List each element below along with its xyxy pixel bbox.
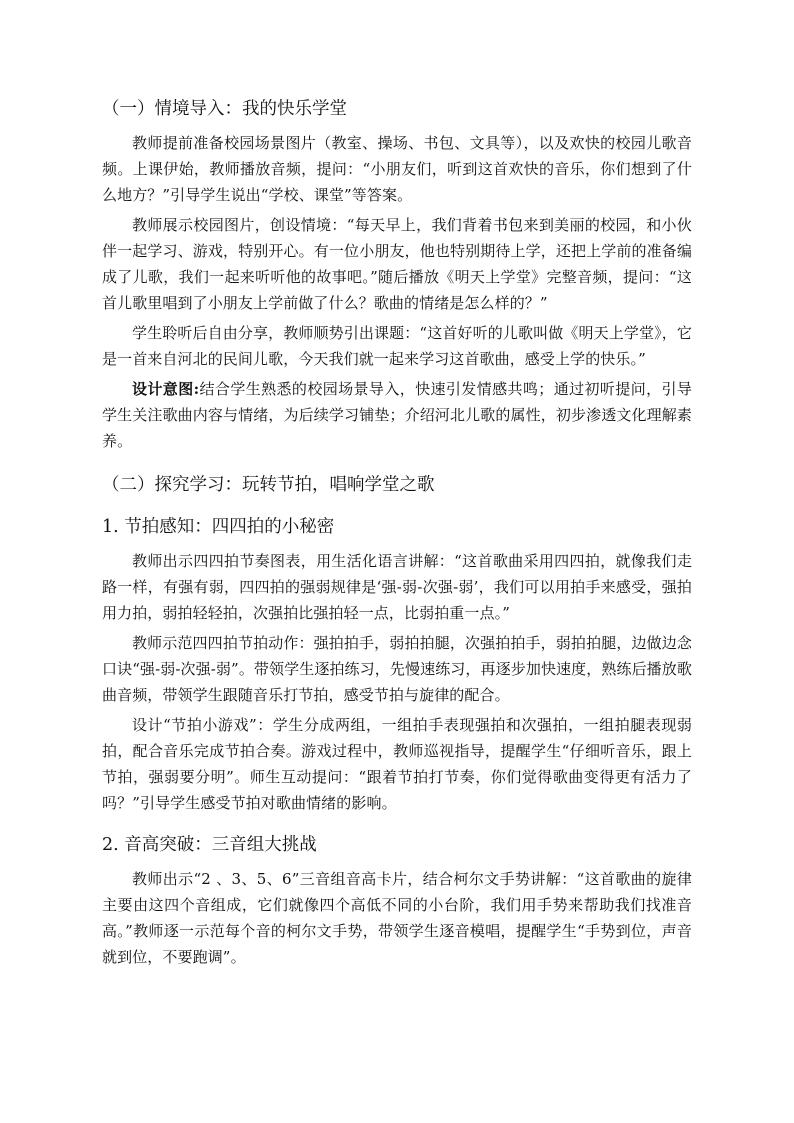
section-1-heading: （一）情境导入：我的快乐学堂 bbox=[102, 99, 347, 119]
subsection-2-paragraph-1: 教师出示“2 、3、5、6”三音组音高卡片，结合柯尔文手势讲解：“这首歌曲的旋律主要由这四个音组成，它们就像四个高低不同的小台阶，我们用手势来帮助我们找准音高。”教师逐一示范每个音的柯尔文手势，带领学生逐音模唱，提醒学生“手势到位，声音就到位，不要跑调”。 bbox=[102, 870, 692, 966]
subsection-1-paragraph-3: 设计“节拍小游戏”：学生分成两组，一组拍手表现强拍和次强拍，一组拍腿表现弱拍，配合音乐完成节拍合奏。游戏过程中，教师巡视指导，提醒学生“仔细听音乐，跟上节拍，强弱要分明”。师生互动提问：“跟着节拍打节奏，你们觉得歌曲变得更有活力了吗？”引导学生感受节拍对歌曲情绪的影响。 bbox=[102, 716, 692, 812]
design-intent-label: 设计意图: bbox=[132, 380, 200, 398]
document-body bbox=[102, 96, 692, 974]
section-1-paragraph-2: 教师展示校园图片，创设情境：“每天早上，我们背着书包来到美丽的校园，和小伙伴一起学习、游戏，特别开心。有一位小朋友，他也特别期待上学，还把上学前的准备编成了儿歌，我们一起来听听他的故事吧。”随后播放《明天上学堂》完整音频，提问：“这首儿歌里唱到了小朋友上学前做了什么？歌曲的情绪是怎么样的？” bbox=[102, 216, 692, 312]
section-2-heading: （二）探究学习：玩转节拍，唱响学堂之歌 bbox=[102, 475, 435, 495]
section-1-paragraph-1: 教师提前准备校园场景图片（教室、操场、书包、文具等），以及欢快的校园儿歌音频。上课伊始，教师播放音频，提问：“小朋友们，听到这首欢快的音乐，你们想到了什么地方？”引导学生说出“学校、课堂”等答案。 bbox=[102, 134, 692, 204]
subsection-1-paragraph-1: 教师出示四四拍节奏图表，用生活化语言讲解：“这首歌曲采用四四拍，就像我们走路一样，有强有弱，四四拍的强弱规律是‘强-弱-次强-弱’，我们可以用拍手来感受，强拍用力拍，弱拍轻轻拍，次强拍比强拍轻一点，比弱拍重一点。” bbox=[102, 552, 692, 622]
section-1-paragraph-3: 学生聆听后自由分享，教师顺势引出课题：“这首好听的儿歌叫做《明天上学堂》，它是一首来自河北的民间儿歌，今天我们就一起来学习这首歌曲，感受上学的快乐。” bbox=[102, 324, 692, 368]
subsection-1-paragraph-2: 教师示范四四拍节拍动作：强拍拍手，弱拍拍腿，次强拍拍手，弱拍拍腿，边做边念口诀“强-弱-次强-弱”。带领学生逐拍练习，先慢速练习，再逐步加快速度，熟练后播放歌曲音频，带领学生跟随音乐打节拍，感受节拍与旋律的配合。 bbox=[102, 634, 692, 704]
design-intent-paragraph bbox=[102, 376, 692, 454]
subsection-1-heading: 1. 节拍感知：四四拍的小秘密 bbox=[102, 517, 335, 537]
design-intent-text: 结合学生熟悉的校园场景导入，快速引发情感共鸣；通过初听提问，引导学生关注歌曲内容与情绪，为后续学习铺垫；介绍河北儿歌的属性，初步渗透文化理解素养。 bbox=[102, 380, 692, 450]
subsection-2-heading: 2. 音高突破：三音组大挑战 bbox=[102, 835, 317, 855]
